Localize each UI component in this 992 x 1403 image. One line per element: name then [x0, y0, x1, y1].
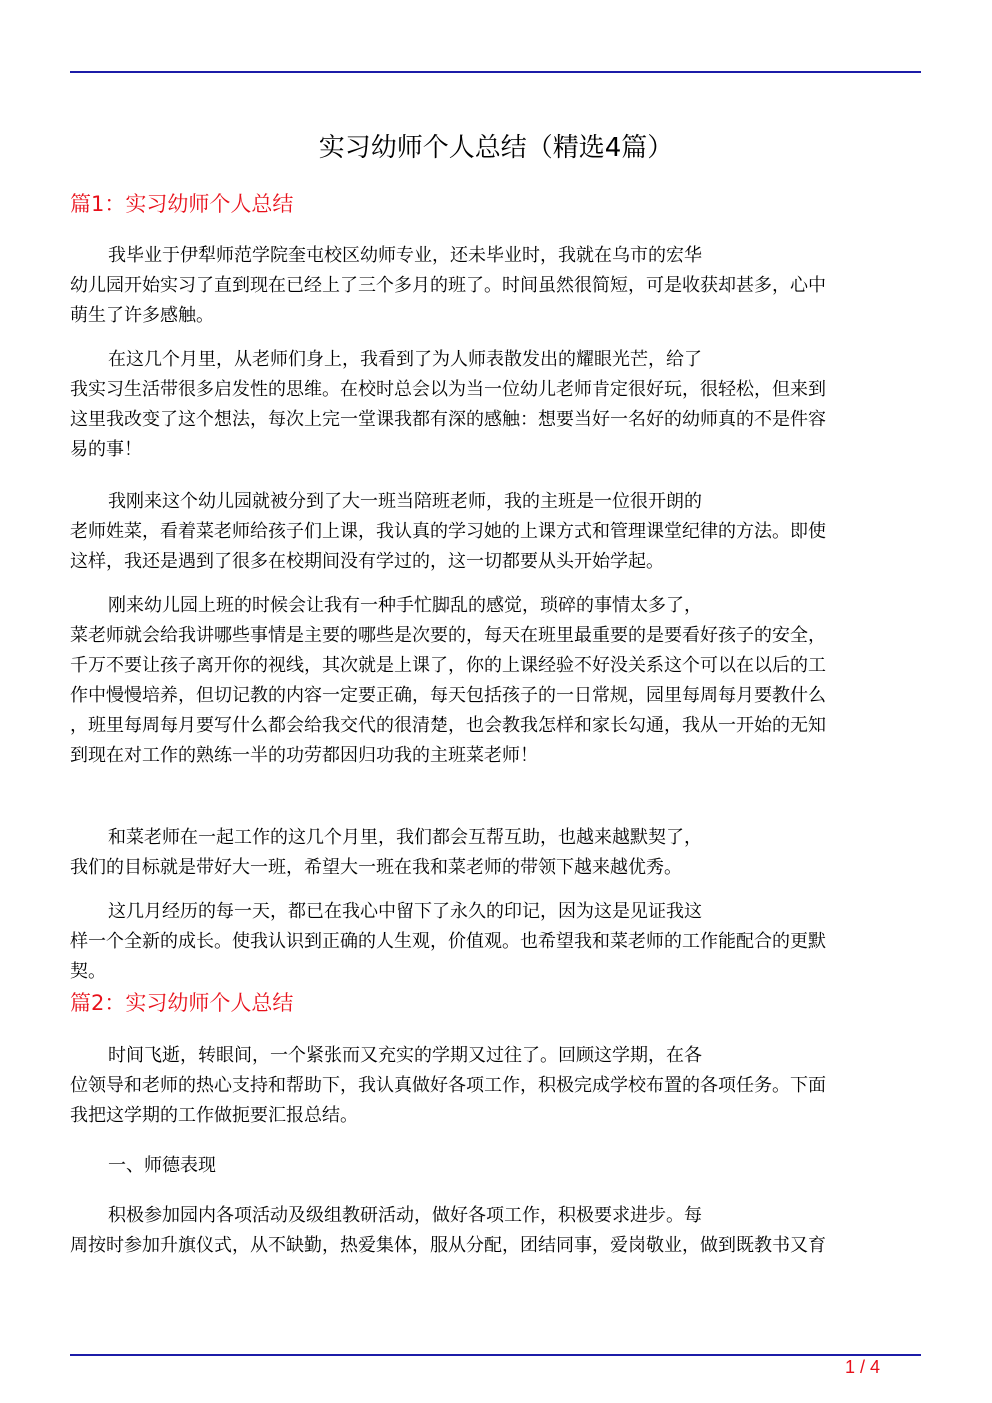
- text-line: 我们的目标就是带好大一班，希望大一班在我和菜老师的带领下越来越优秀。: [70, 857, 682, 878]
- text-line: 在这几个月里，从老师们身上，我看到了为人师表散发出的耀眼光芒，给了: [108, 349, 702, 370]
- text-line: 积极参加园内各项活动及级组教研活动，做好各项工作，积极要求进步。每: [108, 1205, 702, 1226]
- document-title: 实习幼师个人总结（精选4篇）: [318, 133, 674, 163]
- text-line: 我刚来这个幼儿园就被分到了大一班当陪班老师，我的主班是一位很开朗的: [108, 491, 702, 512]
- paragraph: [70, 1201, 920, 1261]
- text-line: 我实习生活带很多启发性的思维。在校时总会以为当一位幼儿老师肯定很好玩，很轻松，但来到: [70, 379, 826, 400]
- text-line: 老师姓菜，看着菜老师给孩子们上课，我认真的学习她的上课方式和管理课堂纪律的方法。即使: [70, 521, 826, 542]
- text-line: 周按时参加升旗仪式，从不缺勤，热爱集体，服从分配，团结同事，爱岗敬业，做到既教书又育: [70, 1235, 826, 1256]
- text-line: 样一个全新的成长。使我认识到正确的人生观，价值观。也希望我和菜老师的工作能配合的更默: [70, 931, 826, 952]
- text-line: ，班里每周每月要写什么都会给我交代的很清楚，也会教我怎样和家长勾通，我从一开始的无知: [70, 715, 826, 736]
- text-line: 契。: [70, 961, 106, 982]
- text-line: 幼儿园开始实习了直到现在已经上了三个多月的班了。时间虽然很简短，可是收获却甚多，心中: [70, 275, 826, 296]
- text-line: 到现在对工作的熟练一半的功劳都因归功我的主班菜老师！: [70, 745, 538, 766]
- text-line: 作中慢慢培养，但切记教的内容一定要正确，每天包括孩子的一日常规，园里每周每月要教什么: [70, 685, 826, 706]
- paragraph: [70, 487, 920, 577]
- paragraph: [70, 591, 920, 771]
- text-line: 菜老师就会给我讲哪些事情是主要的哪些是次要的，每天在班里最重要的是要看好孩子的安全，: [70, 625, 826, 646]
- section-heading: 篇2：实习幼师个人总结: [70, 991, 294, 1015]
- section-heading: 篇1：实习幼师个人总结: [70, 192, 294, 216]
- text-line: 萌生了许多感触。: [70, 305, 214, 326]
- text-line: 刚来幼儿园上班的时候会让我有一种手忙脚乱的感觉，琐碎的事情太多了，: [108, 595, 702, 616]
- text-line: 千万不要让孩子离开你的视线，其次就是上课了，你的上课经验不好没关系这个可以在以后的工: [70, 655, 826, 676]
- paragraph: [70, 897, 920, 987]
- footer-rule: [70, 1354, 921, 1356]
- text-line: 这几月经历的每一天，都已在我心中留下了永久的印记，因为这是见证我这: [108, 901, 702, 922]
- text-line: 一、师德表现: [108, 1155, 216, 1176]
- paragraph: [70, 1041, 920, 1131]
- paragraph: [70, 345, 920, 465]
- text-line: 我毕业于伊犁师范学院奎屯校区幼师专业，还未毕业时，我就在乌市的宏华: [108, 245, 702, 266]
- header-rule: [70, 71, 921, 73]
- subheading: [70, 1151, 920, 1181]
- paragraph: [70, 241, 920, 331]
- text-line: 和菜老师在一起工作的这几个月里，我们都会互帮互助，也越来越默契了，: [108, 827, 702, 848]
- text-line: 易的事！: [70, 439, 142, 460]
- text-line: 这里我改变了这个想法，每次上完一堂课我都有深的感触：想要当好一名好的幼师真的不是件容: [70, 409, 826, 430]
- paragraph: [70, 823, 920, 883]
- text-line: 位领导和老师的热心支持和帮助下，我认真做好各项工作，积极完成学校布置的各项任务。下面: [70, 1075, 826, 1096]
- text-line: 我把这学期的工作做扼要汇报总结。: [70, 1105, 358, 1126]
- text-line: 时间飞逝，转眼间，一个紧张而又充实的学期又过往了。回顾这学期，在各: [108, 1045, 702, 1066]
- text-line: 这样，我还是遇到了很多在校期间没有学过的，这一切都要从头开始学起。: [70, 551, 664, 572]
- page-number: 1 / 4: [844, 1357, 880, 1377]
